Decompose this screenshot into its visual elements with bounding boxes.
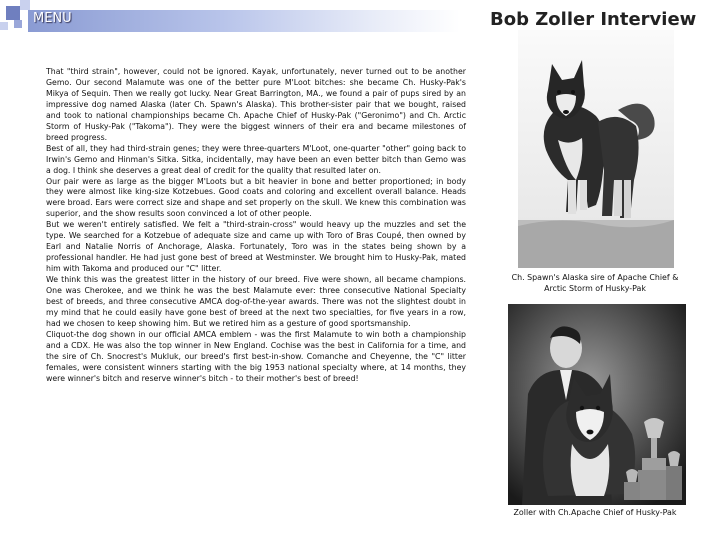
- menu-bar: [28, 10, 460, 32]
- article-body: [46, 67, 466, 385]
- malamute-illustration: [518, 30, 674, 268]
- paragraph: That "third strain", however, could not be ignored. Kayak, unfortunately, never turned out to be another Gemo. Our second Malamute was one of the better pure M'Loot bitches: she became Ch. Husky-Pak's Mikya of Sequin. Then we really got lucky. Near Great Barrington, MA., we found a pair of pups sired by an impressive dog named Alaska (later Ch. Spawn's Alaska). This brother-sister pair that we bought, raised and took to national championships became Ch. Apache Chief of Husky-Pak ("Geronimo") and Ch. Arctic Storm of Husky-Pak ("Takoma"). They were the biggest winners of their era and became milestones of breed progress.: [46, 67, 466, 142]
- bottom-photo-caption: Zoller with Ch.Apache Chief of Husky-Pak: [513, 508, 677, 517]
- malamute-photo: [518, 30, 674, 268]
- top-photo-caption: Ch. Spawn's Alaska sire of Apache Chief & Arctic Storm of Husky-Pak: [511, 273, 679, 293]
- paragraph: But we weren't entirely satisfied. We felt a "third-strain-cross" would heavy up the muzzles and set the type. We searched for a Kotzebue of adequate size and came up with Toro of Bras Coupé, then owned by Earl and Natalie Norris of Anchorage, Alaska. Fortunately, Toro was in the states being shown by a professional handler. He had just gone best of breed at Westminster. We brought him to Husky-Pak, mated him with Takoma and produced our "C" litter.: [46, 220, 466, 274]
- zoller-illustration: [508, 304, 686, 505]
- corner-decoration: [0, 0, 30, 40]
- menu-button[interactable]: MENU: [33, 11, 72, 26]
- page-title: Bob Zoller Interview: [490, 9, 697, 30]
- paragraph: Best of all, they had third-strain genes; they were three-quarters M'Loot, one-quarter "other" going back to Irwin's Gemo and Hinman's Sitka. Sitka, incidentally, may have been an even better bitch than Gemo was a dog. I think she deserves a great deal of credit for the quality that resulted later on.: [46, 143, 466, 175]
- zoller-photo: [508, 304, 686, 505]
- paragraph: Our pair were as large as the bigger M'Loots but a bit heavier in bone and better proportioned; in body they were almost like king-size Kotzebues. Good coats and coloring and excellent overall balance. Heads were broad. Ears were correct size and shape and set properly on the skull. We knew this combination was superior, and the show results soon convinced a lot of other people.: [46, 176, 466, 219]
- paragraph: Cliquot-the dog shown in our official AMCA emblem - was the first Malamute to win both a championship and a CDX. He was also the top winner in New England. Cochise was the best in California for a time, and the sire of Ch. Snocrest's Mukluk, our breed's first best-in-show. Comanche and Cheyenne, the "C" litter females, were consistent winners starting with the big 1953 national specialty where, at 14 months, they were winner's bitch and reserve winner's bitch - to their mother's best of breed!: [46, 329, 466, 383]
- paragraph: We think this was the greatest litter in the history of our breed. Five were shown, all became champions. One was Cherokee, and we think he was the best Malamute ever: three consecutive National Specialty best of breeds, and three consecutive AMCA dog-of-the-year awards. There was not the slightest doubt in my mind that he could easily have gone best of breed at the next two specialties, for five years in a row, had we chosen to keep showing him. But we retired him as a gesture of good sportsmanship.: [46, 275, 466, 328]
